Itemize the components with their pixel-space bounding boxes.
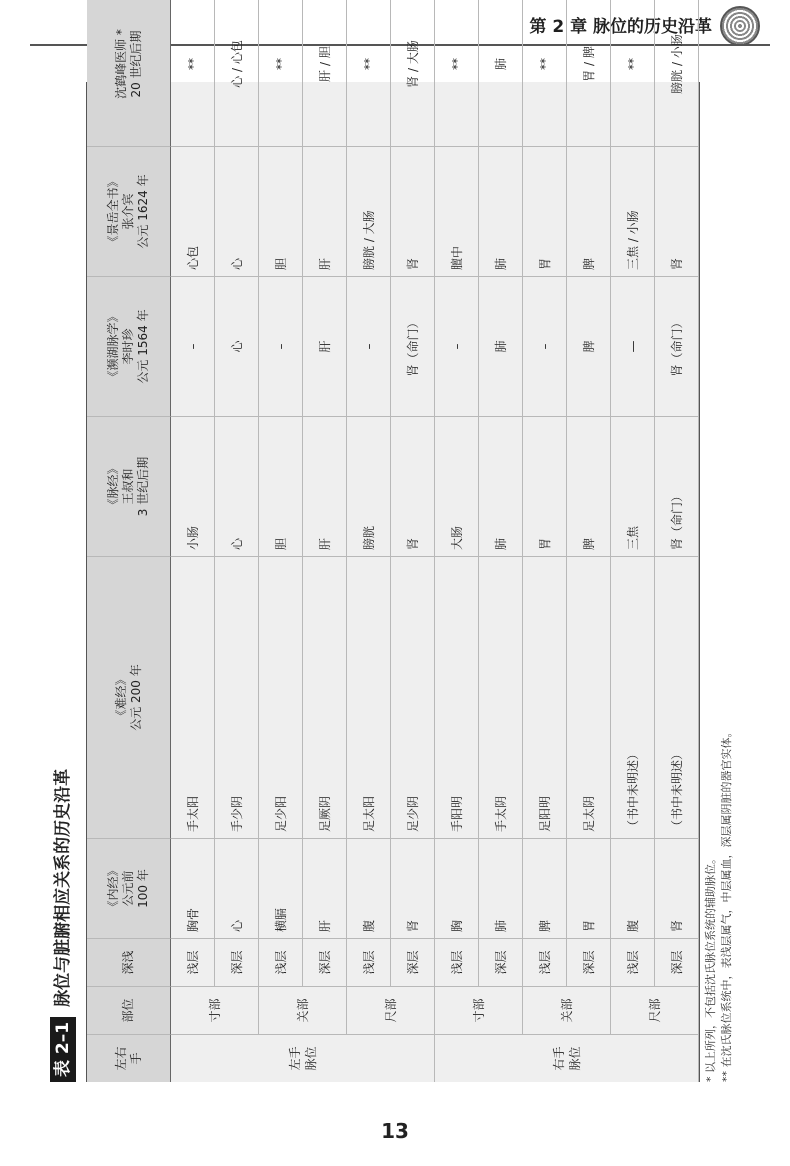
header-source-nanjing: 《难经》 公元 200 年 xyxy=(87,556,171,838)
table-cell: 足厥阴 xyxy=(303,556,347,838)
table-cell: – xyxy=(435,276,479,416)
table-cell: 心包 xyxy=(171,146,215,276)
table-cell: ** xyxy=(171,0,215,146)
header-depth: 深浅 xyxy=(87,938,171,986)
table-cell: 心 xyxy=(215,146,259,276)
depth-cell: 深层 xyxy=(655,938,699,986)
table-cell: 足阳明 xyxy=(523,556,567,838)
table-cell: 心 xyxy=(215,416,259,556)
table-cell: 肝 / 胆 xyxy=(303,0,347,146)
table-cell: 肝 xyxy=(303,146,347,276)
depth-cell: 浅层 xyxy=(171,938,215,986)
table-cell: 心 xyxy=(215,276,259,416)
footnote: ** 在沈氏脉位系统中，表浅层属气，中层属血，深层属阴脏的器官实体。 xyxy=(720,726,733,1082)
table-cell: 心 / 心包 xyxy=(215,0,259,146)
table-cell: 肺 xyxy=(479,838,523,938)
table-cell: 小肠 xyxy=(171,416,215,556)
table-cell: 胸骨 xyxy=(171,838,215,938)
table-cell: 肾（命门） xyxy=(391,276,435,416)
table-cell: 膀胱 xyxy=(347,416,391,556)
header-position: 部位 xyxy=(87,986,171,1034)
table-cell: （书中未明述） xyxy=(655,556,699,838)
table-caption xyxy=(50,769,76,1082)
pulse-organ-table xyxy=(86,29,700,1082)
table-cell: 胃 xyxy=(567,838,611,938)
depth-cell: 浅层 xyxy=(435,938,479,986)
table-cell: 腹 xyxy=(347,838,391,938)
chapter-title: 第 2 章 脉位的历史沿革 xyxy=(529,17,712,37)
position-label: 关部 xyxy=(259,986,347,1034)
rotated-table-area xyxy=(50,29,733,1082)
depth-cell: 深层 xyxy=(567,938,611,986)
table-cell: ** xyxy=(259,0,303,146)
table-cell: 肾 xyxy=(391,838,435,938)
table-cell: ** xyxy=(523,0,567,146)
table-cell: 肾 / 大肠 xyxy=(391,0,435,146)
table-cell: 三焦 xyxy=(611,416,655,556)
header-source-shen: 沈鹤峰医师 * 20 世纪后期 xyxy=(87,0,171,146)
table-cell: 肺 xyxy=(479,0,523,146)
table-cell: 膀胱 / 大肠 xyxy=(347,146,391,276)
table-cell: 心 xyxy=(215,838,259,938)
table-cell: ** xyxy=(347,0,391,146)
page-number: 13 xyxy=(381,1119,409,1143)
chapter-emblem-icon xyxy=(720,6,760,46)
table-cell: 肾 xyxy=(391,416,435,556)
depth-cell: 浅层 xyxy=(523,938,567,986)
depth-cell: 深层 xyxy=(215,938,259,986)
table-cell: 横膈 xyxy=(259,838,303,938)
table-cell: 胃 / 脾 xyxy=(567,0,611,146)
depth-cell: 浅层 xyxy=(259,938,303,986)
table-cell: 肺 xyxy=(479,276,523,416)
table-cell: – xyxy=(171,276,215,416)
depth-cell: 浅层 xyxy=(347,938,391,986)
table-number: 表 2–1 xyxy=(50,1017,76,1082)
table-cell: 腹 xyxy=(611,838,655,938)
footnote: * 以上所列，不包括沈氏脉位系统的辅助脉位。 xyxy=(704,853,717,1082)
table-cell: 胆 xyxy=(259,146,303,276)
table-cell: （书中未明述） xyxy=(611,556,655,838)
table-cell: 肾（命门） xyxy=(655,416,699,556)
table-cell: 脾 xyxy=(523,838,567,938)
table-cell: 大肠 xyxy=(435,416,479,556)
table-cell: 肝 xyxy=(303,838,347,938)
table-cell: 胃 xyxy=(523,416,567,556)
header-source-binhu: 《濒湖脉学》 李时珍 公元 1564 年 xyxy=(87,276,171,416)
table-cell: 三焦 / 小肠 xyxy=(611,146,655,276)
table-cell: – xyxy=(523,276,567,416)
table-cell: 脾 xyxy=(567,416,611,556)
table-cell: 肾 xyxy=(655,146,699,276)
left-hand-label: 左手 脉位 xyxy=(171,1034,435,1082)
table-cell: 手少阴 xyxy=(215,556,259,838)
depth-cell: 深层 xyxy=(479,938,523,986)
header-source-maijing: 《脉经》 王叔和 3 世纪后期 xyxy=(87,416,171,556)
table-cell: 肺 xyxy=(479,146,523,276)
table-cell: 肺 xyxy=(479,416,523,556)
table-cell: 足太阳 xyxy=(347,556,391,838)
table-cell: 手太阴 xyxy=(479,556,523,838)
table-cell: 手阳明 xyxy=(435,556,479,838)
table-cell: 肾（命门） xyxy=(655,276,699,416)
depth-cell: 浅层 xyxy=(611,938,655,986)
depth-cell: 深层 xyxy=(391,938,435,986)
depth-cell: 深层 xyxy=(303,938,347,986)
table-cell: 脾 xyxy=(567,146,611,276)
header-source-jingyue: 《景岳全书》 张介宾 公元 1624 年 xyxy=(87,146,171,276)
table-title: 脉位与脏腑相应关系的历史沿革 xyxy=(53,768,73,1007)
table-cell: 膻中 xyxy=(435,146,479,276)
table-cell: 肝 xyxy=(303,276,347,416)
table-cell: ** xyxy=(435,0,479,146)
right-hand-label: 右手 脉位 xyxy=(435,1034,699,1082)
table-cell: – xyxy=(259,276,303,416)
table-cell: 足太阴 xyxy=(567,556,611,838)
table-cell: 肾 xyxy=(391,146,435,276)
table-cell: 胃 xyxy=(523,146,567,276)
table-cell: 胆 xyxy=(259,416,303,556)
table-cell: 脾 xyxy=(567,276,611,416)
table-cell: 手太阳 xyxy=(171,556,215,838)
header-hand: 左右手 xyxy=(87,1034,171,1082)
table-cell: ** xyxy=(611,0,655,146)
table-cell: 肾 xyxy=(655,838,699,938)
table-cell: 足少阳 xyxy=(259,556,303,838)
table-cell: 胸 xyxy=(435,838,479,938)
position-label: 尺部 xyxy=(611,986,699,1034)
position-label: 寸部 xyxy=(435,986,523,1034)
table-cell: 肝 xyxy=(303,416,347,556)
position-label: 尺部 xyxy=(347,986,435,1034)
table-cell: – xyxy=(347,276,391,416)
table-cell: 膀胱 / 小肠 xyxy=(655,0,699,146)
position-label: 关部 xyxy=(523,986,611,1034)
position-label: 寸部 xyxy=(171,986,259,1034)
table-cell: 足少阴 xyxy=(391,556,435,838)
header-source-neijing: 《内经》 公元前 100 年 xyxy=(87,838,171,938)
table-cell: — xyxy=(611,276,655,416)
